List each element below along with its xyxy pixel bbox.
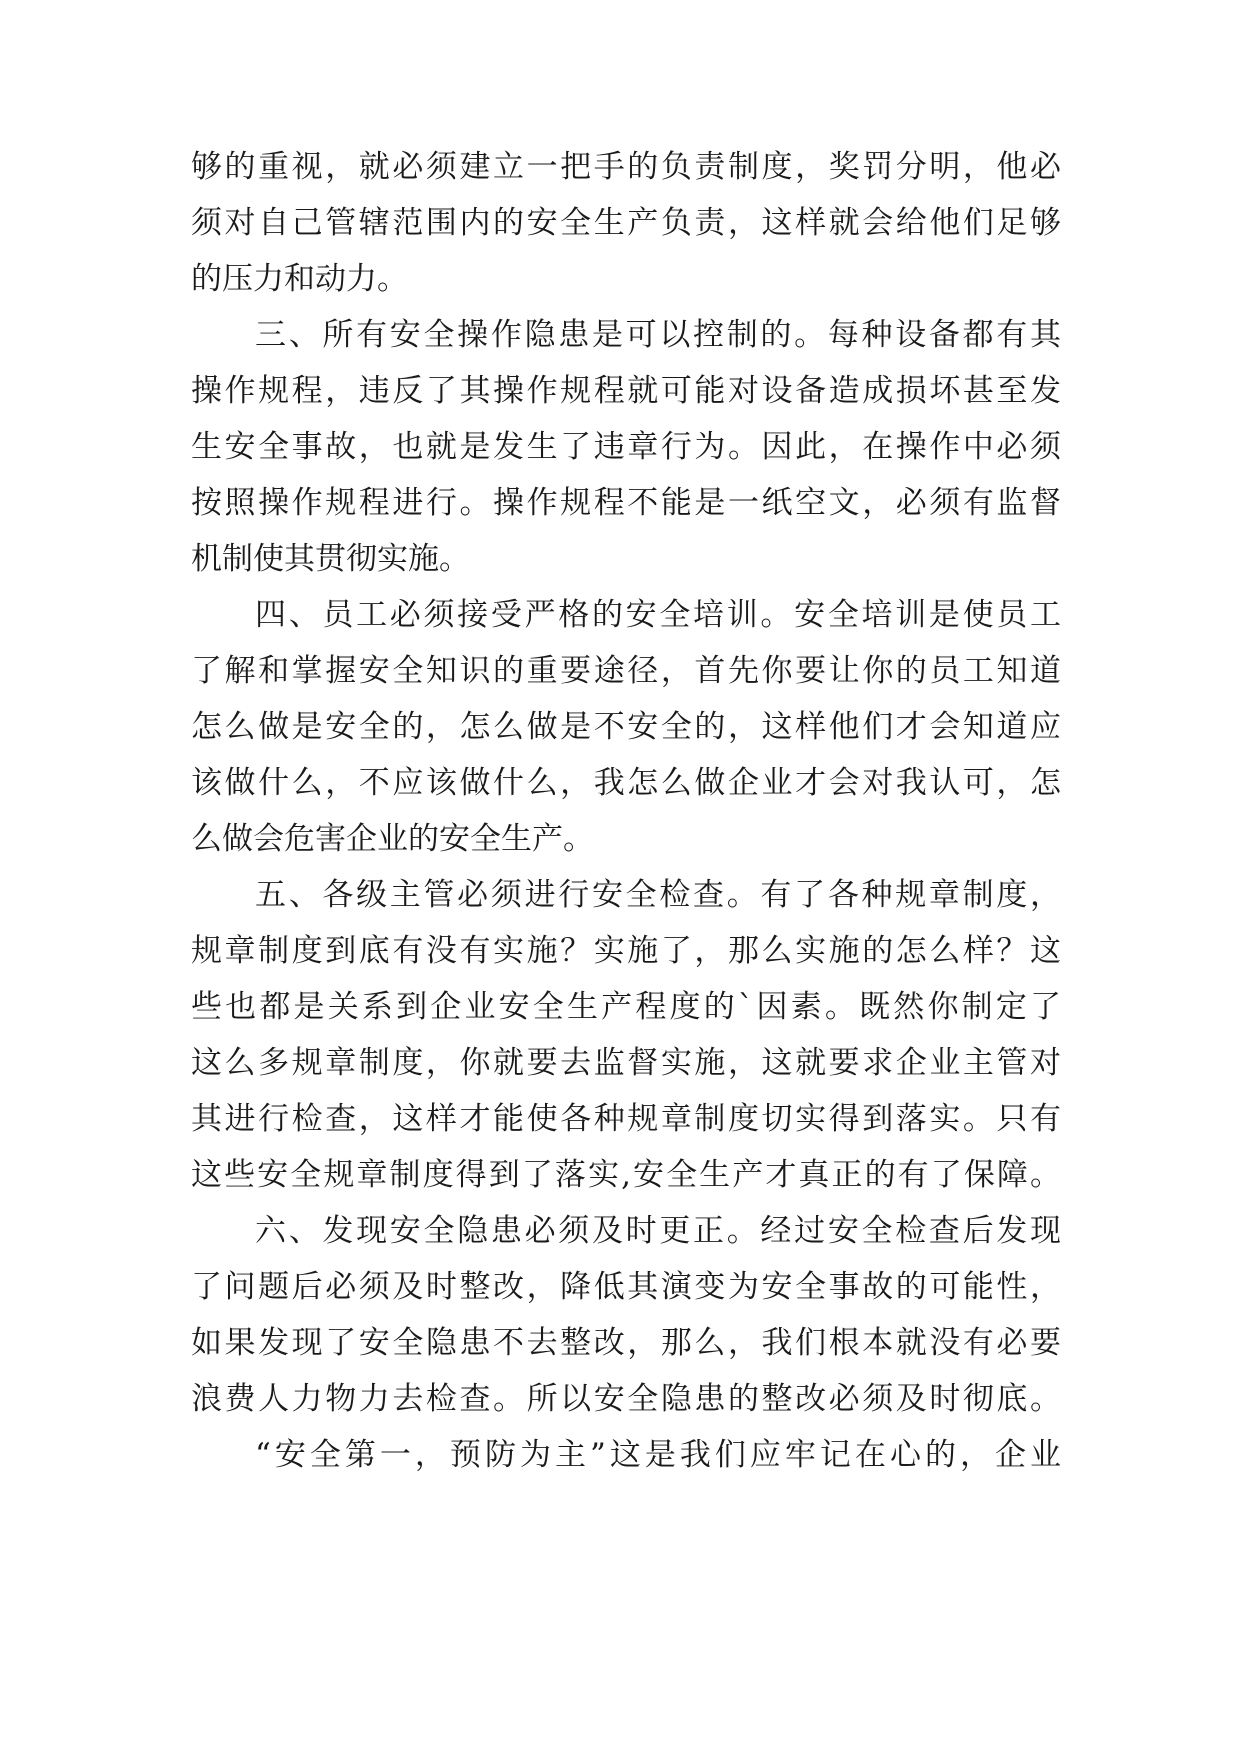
text-line: 操作规程，违反了其操作规程就可能对设备造成损坏甚至发 (191, 373, 1061, 409)
text-line: 该做什么，不应该做什么，我怎么做企业才会对我认可，怎 (191, 765, 1061, 801)
text-line: 浪费人力物力去检查。所以安全隐患的整改必须及时彻底。 (191, 1381, 1061, 1417)
text-line: 的压力和动力。 (191, 261, 408, 297)
text-line: 如果发现了安全隐患不去整改，那么，我们根本就没有必要 (191, 1325, 1061, 1361)
text-line: 其进行检查，这样才能使各种规章制度切实得到落实。只有 (191, 1101, 1061, 1137)
paragraph-heading-4: 四、员工必须接受严格的安全培训。安全培训是使员工 (255, 597, 1061, 633)
text-line: 规章制度到底有没有实施？实施了，那么实施的怎么样？这 (191, 933, 1061, 969)
text-line: 些也都是关系到企业安全生产程度的`因素。既然你制定了 (191, 989, 1061, 1025)
text-line: 生安全事故，也就是发生了违章行为。因此，在操作中必须 (191, 429, 1061, 465)
text-line: 了问题后必须及时整改，降低其演变为安全事故的可能性， (191, 1269, 1061, 1305)
text-line: 么做会危害企业的安全生产。 (191, 821, 594, 857)
text-line: 了解和掌握安全知识的重要途径，首先你要让你的员工知道 (191, 653, 1061, 689)
text-line: 机制使其贯彻实施。 (191, 541, 470, 577)
paragraph-heading-5: 五、各级主管必须进行安全检查。有了各种规章制度， (255, 877, 1061, 913)
text-line: 这么多规章制度，你就要去监督实施，这就要求企业主管对 (191, 1045, 1061, 1081)
paragraph-heading-6: 六、发现安全隐患必须及时更正。经过安全检查后发现 (255, 1213, 1061, 1249)
text-line: 须对自己管辖范围内的安全生产负责，这样就会给他们足够 (191, 205, 1061, 241)
text-line: 怎么做是安全的，怎么做是不安全的，这样他们才会知道应 (191, 709, 1061, 745)
closing-paragraph-line: “安全第一，预防为主”这是我们应牢记在心的，企业 (255, 1437, 1061, 1473)
text-line: 按照操作规程进行。操作规程不能是一纸空文，必须有监督 (191, 485, 1061, 521)
text-line: 这些安全规章制度得到了落实,安全生产才真正的有了保障。 (191, 1157, 1061, 1193)
text-line: 够的重视，就必须建立一把手的负责制度，奖罚分明，他必 (191, 149, 1061, 185)
paragraph-heading-3: 三、所有安全操作隐患是可以控制的。每种设备都有其 (255, 317, 1061, 353)
